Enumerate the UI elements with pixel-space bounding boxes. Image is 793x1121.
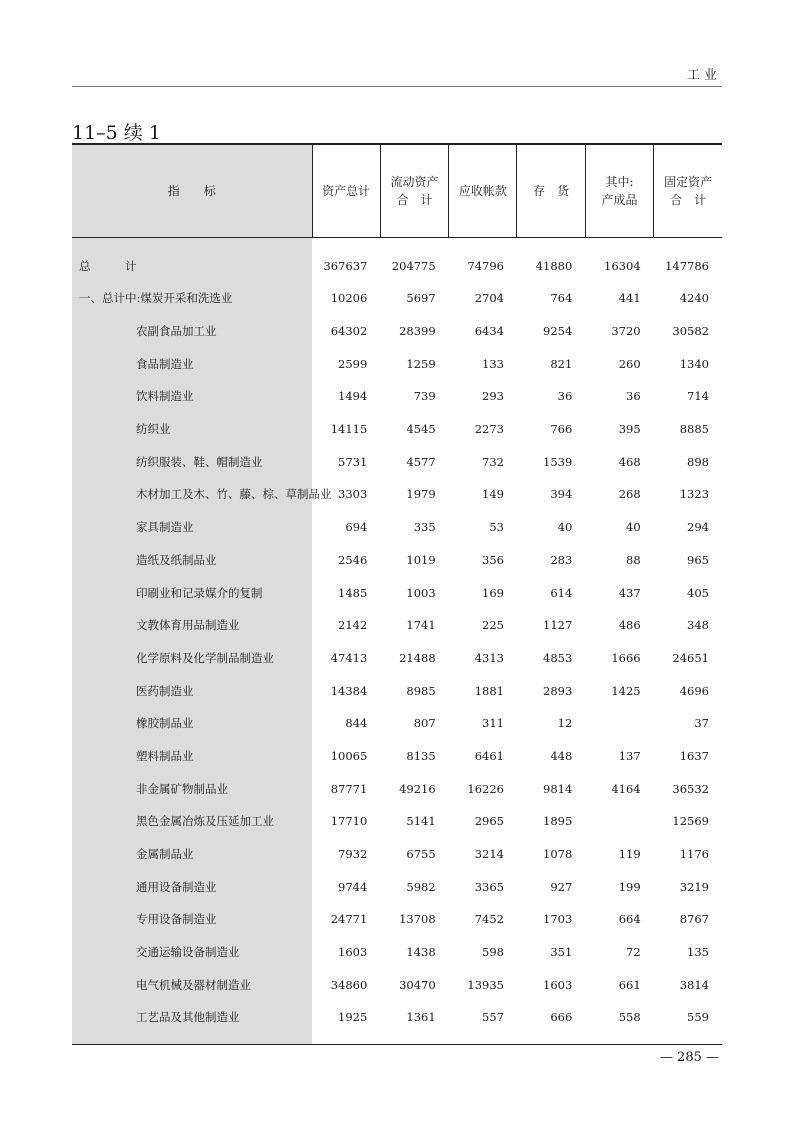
cell-col-3: 598 [482,945,504,960]
cell-col-1: 10065 [330,748,368,763]
cell-col-3: 311 [482,716,504,731]
cell-col-2: 5982 [406,879,436,894]
header-text: 存 货 [533,184,570,198]
cell-col-1: 34860 [330,977,368,992]
cell-col-5: 36 [626,389,641,404]
cell-col-5: 468 [618,454,641,469]
header-col-6 [654,144,722,238]
cell-col-6: 8885 [679,422,709,437]
cell-col-5 [585,707,653,740]
row-label: 橡胶制品业 [72,707,312,740]
cell-col-6: 714 [687,389,709,404]
cell-col-6: 294 [687,520,709,535]
header-col-4 [517,144,585,238]
cell-col-4: 821 [550,356,573,371]
row-label: 非金属矿物制品业 [72,772,312,805]
cell-col-6: 559 [654,1001,722,1044]
row-label: 纺织服装、鞋、帽制造业 [72,445,312,478]
cell-col-5: 558 [585,1001,653,1044]
cell-col-1: 9744 [338,879,368,894]
cell-col-4: 283 [550,552,573,567]
cell-col-1: 64302 [330,324,368,339]
cell-col-4: 9254 [543,324,573,339]
row-label: 造纸及纸制品业 [72,544,312,577]
table-row [72,772,722,805]
cell-col-5: 40 [626,520,641,535]
cell-col-3: 732 [482,454,504,469]
cell-col-2: 1019 [406,552,436,567]
cell-col-1: 17710 [330,814,368,829]
cell-col-6: 3814 [679,977,709,992]
cell-col-1: 47413 [330,650,368,665]
cell-col-6: 8767 [679,912,709,927]
row-label: 印刷业和记录媒介的复制 [72,576,312,609]
cell-col-2: 739 [413,389,436,404]
cell-col-1: 2599 [338,356,368,371]
row-label: 电气机械及器材制造业 [72,968,312,1001]
cell-col-6: 4240 [679,291,709,306]
row-label: 工艺品及其他制造业 [72,1001,312,1044]
cell-col-3: 2273 [474,422,504,437]
cell-col-4: 927 [550,879,573,894]
cell-col-2: 807 [413,716,436,731]
cell-col-6: 12569 [672,814,709,829]
cell-col-2: 21488 [399,650,436,665]
cell-col-4: 36 [557,389,573,404]
table-row [72,238,722,283]
cell-col-4: 1603 [543,977,573,992]
header-text: 流动资产 [390,175,439,189]
table-row [72,740,722,773]
cell-col-4: 764 [550,291,573,306]
cell-col-1: 2546 [338,552,368,567]
table-row [72,870,722,903]
cell-col-4: 766 [550,422,573,437]
table-row [72,511,722,544]
cell-col-5: 16304 [604,259,641,273]
cell-col-6: 1323 [679,487,709,502]
cell-col-3: 4313 [474,650,504,665]
row-label: 黑色金属冶炼及压延加工业 [72,805,312,838]
cell-col-4: 4853 [543,650,573,665]
table-row [72,315,722,348]
statistics-table-container [72,143,722,1045]
cell-col-5: 137 [618,748,641,763]
cell-col-3: 16226 [467,781,504,796]
row-label: 交通运输设备制造业 [72,936,312,969]
cell-col-2: 8135 [406,748,436,763]
cell-col-2: 335 [413,520,436,535]
cell-col-3: 3214 [474,847,504,862]
table-row [72,445,722,478]
cell-col-5: 441 [618,291,641,306]
cell-col-3: 2965 [474,814,504,829]
cell-col-6: 405 [687,585,709,600]
cell-col-2: 30470 [399,977,436,992]
cell-col-2: 49216 [399,781,436,796]
statistics-table [72,143,722,1045]
cell-col-3: 3365 [474,879,504,894]
cell-col-3: 6461 [474,748,504,763]
table-row [72,838,722,871]
row-label: 医药制造业 [72,674,312,707]
cell-col-5: 3720 [611,324,641,339]
table-row [72,380,722,413]
cell-col-2: 6755 [406,847,436,862]
table-row [72,413,722,446]
cell-col-6: 37 [694,716,709,731]
cell-col-2: 5697 [406,291,436,306]
cell-col-2: 5141 [406,814,436,829]
cell-col-2: 28399 [399,324,436,339]
row-label: 金属制品业 [72,838,312,871]
row-label: 专用设备制造业 [72,903,312,936]
cell-col-4: 40 [557,520,573,535]
cell-col-1: 367637 [323,259,368,273]
table-row [72,936,722,969]
cell-col-6: 4696 [679,683,709,698]
cell-col-6: 147786 [665,259,709,273]
cell-col-5: 395 [618,422,641,437]
cell-col-5: 119 [618,847,641,862]
cell-col-6: 1637 [679,748,709,763]
table-row [72,576,722,609]
cell-col-4: 1895 [543,814,573,829]
cell-col-2: 1979 [406,487,436,502]
header-text: 合 计 [670,193,707,207]
cell-col-3: 53 [489,520,504,535]
cell-col-6: 3219 [679,879,709,894]
cell-col-3: 7452 [474,912,504,927]
cell-col-4: 1539 [543,454,573,469]
header-text: 产成品 [601,193,638,207]
table-row [72,282,722,315]
header-col-3 [449,144,517,238]
cell-col-1: 1603 [338,945,368,960]
row-label: 家具制造业 [72,511,312,544]
cell-col-5: 268 [618,487,641,502]
cell-col-5: 260 [618,356,641,371]
row-label: 化学原料及化学制品制造业 [72,642,312,675]
row-label: 饮料制造业 [72,380,312,413]
cell-col-4: 448 [550,748,573,763]
cell-col-5: 88 [626,552,641,567]
cell-col-3: 74796 [467,259,504,273]
row-label: 总 计 [72,238,312,283]
cell-col-4: 12 [557,716,573,731]
cell-col-1: 14384 [330,683,368,698]
cell-col-6: 135 [687,945,709,960]
cell-col-6: 36532 [672,781,709,796]
row-label: 文教体育用品制造业 [72,609,312,642]
cell-col-1: 14115 [330,422,368,437]
row-label: 一、总计中:煤炭开采和洗选业 [72,282,312,315]
cell-col-4: 1078 [543,847,573,862]
header-text: 资产总计 [322,184,371,198]
table-row [72,968,722,1001]
cell-col-3: 293 [482,389,504,404]
cell-col-2: 1741 [406,618,436,633]
cell-col-4: 394 [550,487,573,502]
cell-col-5 [585,805,653,838]
cell-col-3: 6434 [474,324,504,339]
header-text: 应收帐款 [458,184,507,198]
header-text: 固定资产 [664,175,713,189]
cell-col-5: 486 [618,618,641,633]
cell-col-1: 7932 [338,847,368,862]
cell-col-2: 13708 [399,912,436,927]
cell-col-6: 348 [687,618,709,633]
cell-col-6: 30582 [672,324,709,339]
cell-col-3: 557 [449,1001,517,1044]
header-text: 合 计 [396,193,433,207]
table-row [72,674,722,707]
cell-col-1: 5731 [338,454,368,469]
running-head: 工业 [686,68,721,83]
row-label: 食品制造业 [72,347,312,380]
cell-col-6: 1176 [679,847,709,862]
cell-col-3: 356 [482,552,504,567]
cell-col-3: 133 [482,356,504,371]
cell-col-2: 8985 [406,683,436,698]
cell-col-2: 1259 [406,356,436,371]
cell-col-3: 1881 [474,683,504,698]
table-row [72,707,722,740]
row-label: 通用设备制造业 [72,870,312,903]
cell-col-5: 72 [626,945,641,960]
table-row [72,609,722,642]
cell-col-5: 199 [618,879,641,894]
table-row [72,805,722,838]
cell-col-4: 9814 [543,781,573,796]
table-row [72,903,722,936]
cell-col-5: 661 [618,977,641,992]
cell-col-4: 666 [517,1001,585,1044]
cell-col-4: 1703 [543,912,573,927]
header-col-5 [585,144,653,238]
cell-col-1: 1485 [338,585,368,600]
cell-col-5: 1666 [611,650,641,665]
cell-col-5: 4164 [611,781,641,796]
page-number: — 285 — [659,1050,719,1065]
table-body [72,238,722,1045]
cell-col-6: 1340 [679,356,709,371]
cell-col-1: 3303 [338,487,368,502]
header-text: 指 标 [167,184,216,198]
cell-col-1: 1494 [338,389,368,404]
cell-col-3: 169 [482,585,504,600]
table-row [72,478,722,511]
header-indicator [72,144,312,238]
table-row [72,544,722,577]
header-rule [72,86,722,87]
row-label: 塑料制品业 [72,740,312,773]
table-row [72,642,722,675]
cell-col-2: 1438 [406,945,436,960]
cell-col-4: 2893 [543,683,573,698]
table-row [72,347,722,380]
header-col-2 [380,144,448,238]
cell-col-6: 898 [687,454,709,469]
row-label: 木材加工及木、竹、藤、棕、草制品业 [72,478,312,511]
cell-col-4: 614 [550,585,573,600]
cell-col-1: 87771 [330,781,368,796]
cell-col-4: 41880 [535,259,573,273]
cell-col-3: 225 [482,618,504,633]
cell-col-5: 1425 [611,683,641,698]
cell-col-5: 664 [618,912,641,927]
cell-col-6: 24651 [672,650,709,665]
cell-col-2: 1003 [406,585,436,600]
table-row [72,1001,722,1044]
cell-col-1: 1925 [312,1001,380,1044]
cell-col-3: 13935 [467,977,504,992]
cell-col-4: 351 [550,945,573,960]
row-label: 农副食品加工业 [72,315,312,348]
cell-col-3: 149 [482,487,504,502]
header-col-1 [312,144,380,238]
cell-col-1: 844 [345,716,368,731]
cell-col-2: 4577 [406,454,436,469]
table-header [72,144,722,238]
header-row [72,144,722,238]
cell-col-1: 694 [345,520,368,535]
cell-col-6: 965 [687,552,709,567]
cell-col-4: 1127 [543,618,573,633]
header-text: 其中: [605,175,634,189]
cell-col-2: 1361 [380,1001,448,1044]
cell-col-3: 2704 [474,291,504,306]
row-label: 纺织业 [72,413,312,446]
cell-col-1: 24771 [330,912,368,927]
cell-col-1: 10206 [330,291,368,306]
cell-col-2: 4545 [406,422,436,437]
cell-col-1: 2142 [338,618,368,633]
table-title: 11–5 续 1 [72,122,161,144]
cell-col-5: 437 [618,585,641,600]
cell-col-2: 204775 [391,259,436,273]
